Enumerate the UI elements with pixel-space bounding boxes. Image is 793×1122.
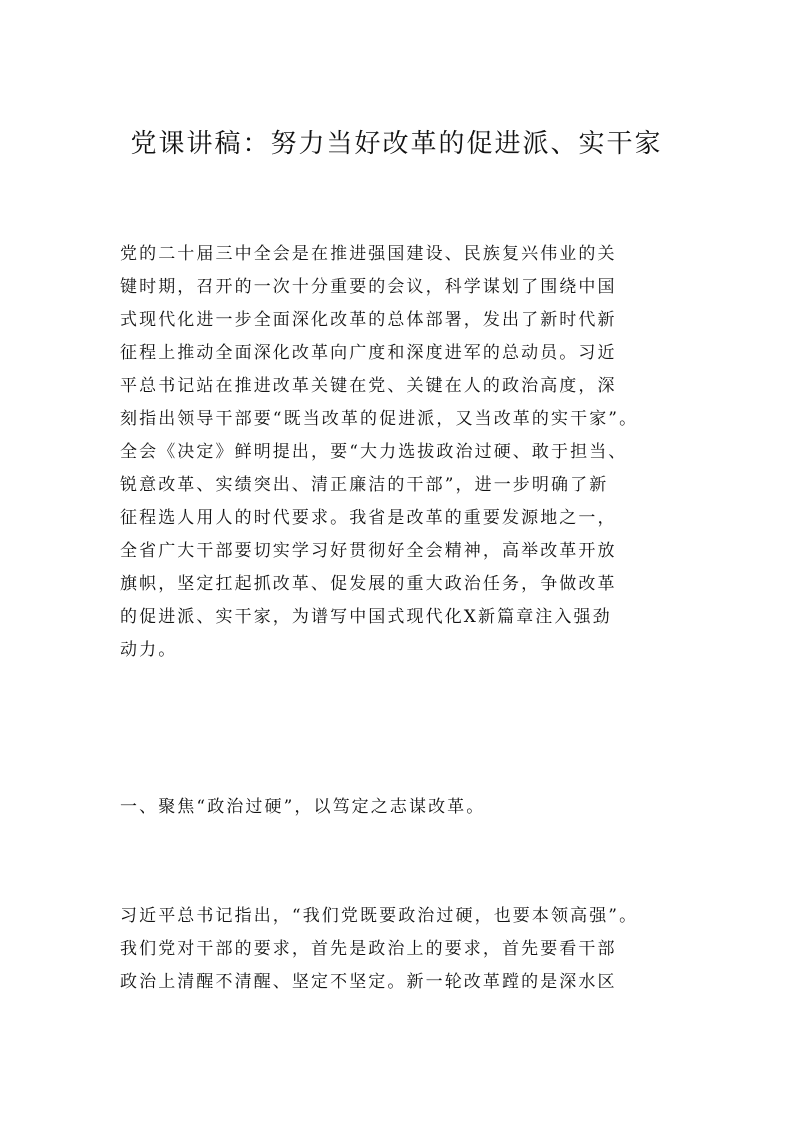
paragraph-line: 键时期，召开的一次十分重要的会议，科学谋划了围绕中国 — [120, 277, 617, 297]
paragraph-line: 的促进派、实干家，为谱写中国式现代化X新篇章注入强劲 — [120, 607, 612, 627]
paragraph-line: 式现代化进一步全面深化改革的总体部署，发出了新时代新 — [120, 310, 617, 330]
paragraph-line: 征程上推动全面深化改革向广度和深度进军的总动员。习近 — [120, 343, 617, 363]
paragraph-line: 全会《决定》鲜明提出，要“大力选拔政治过硬、敢于担当、 — [120, 442, 628, 462]
paragraph-line: 全省广大干部要切实学习好贯彻好全会精神，高举改革开放 — [120, 541, 617, 561]
paragraph-line: 平总书记站在推进改革关键在党、关键在人的政治高度，深 — [120, 376, 617, 396]
paragraph-line: 我们党对干部的要求，首先是政治上的要求，首先要看干部 — [120, 939, 617, 959]
paragraph-line: 征程选人用人的时代要求。我省是改革的重要发源地之一， — [120, 508, 617, 528]
section-heading: 一、聚焦“政治过硬”，以笃定之志谋改革。 — [120, 797, 486, 817]
document-title: 党课讲稿：努力当好改革的促进派、实干家 — [130, 129, 663, 159]
paragraph-line: 旗帜，坚定扛起抓改革、促发展的重大政治任务，争做改革 — [120, 574, 617, 594]
paragraph-line: 政治上清醒不清醒、坚定不坚定。新一轮改革蹚的是深水区 — [120, 972, 617, 992]
paragraph-line: 习近平总书记指出，“我们党既要政治过硬，也要本领高强”。 — [120, 906, 639, 926]
paragraph-line: 党的二十届三中全会是在推进强国建设、民族复兴伟业的关 — [120, 244, 617, 264]
paragraph-line: 动力。 — [120, 640, 178, 660]
paragraph-line: 锐意改革、实绩突出、清正廉洁的干部”，进一步明确了新 — [120, 475, 609, 495]
paragraph-line: 刻指出领导干部要“既当改革的促进派，又当改革的实干家”。 — [120, 409, 639, 429]
